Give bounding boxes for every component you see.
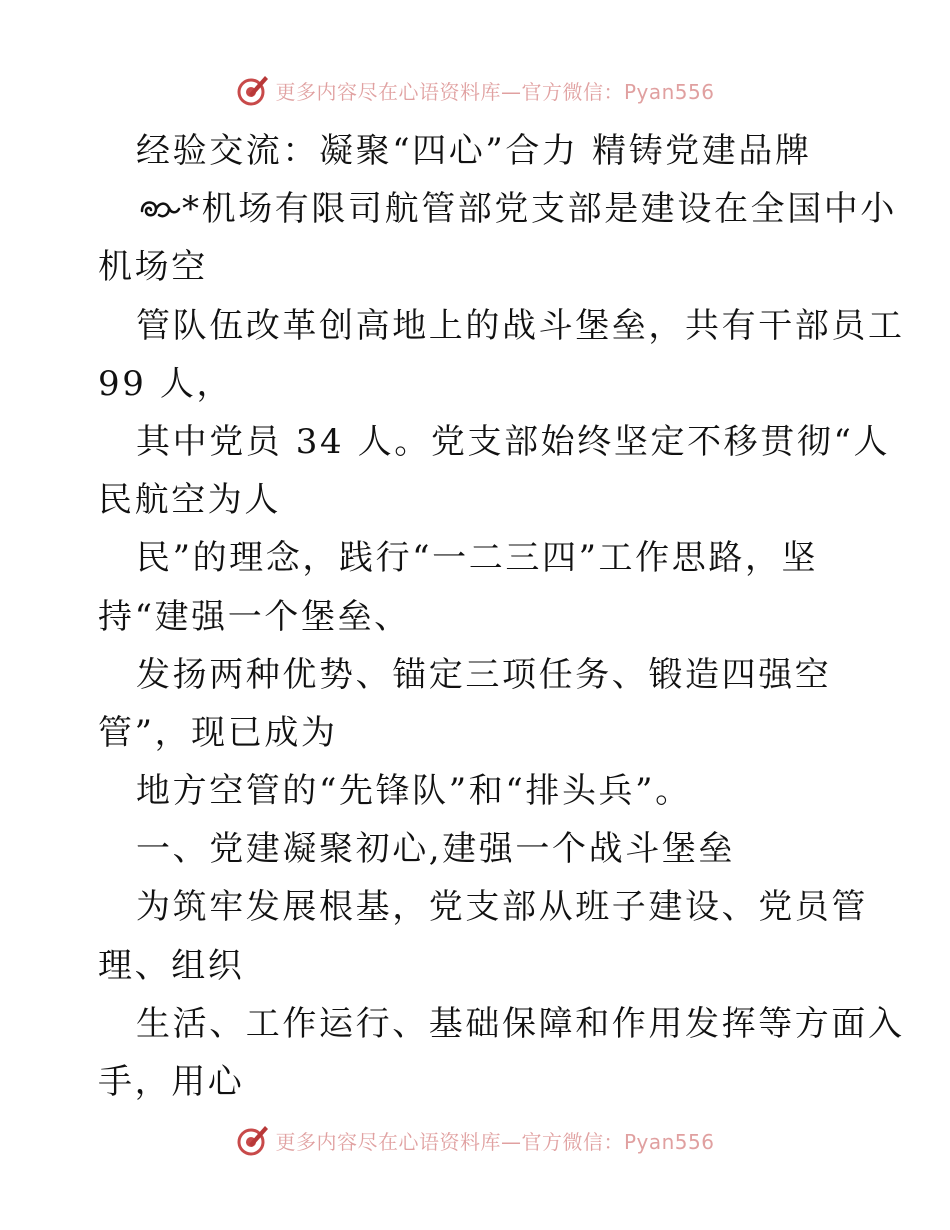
- watermark-text: 更多内容尽在心语资料库—官方微信：Pyan556: [275, 79, 715, 104]
- watermark-banner-top: [0, 70, 950, 110]
- text-line: 其中党员 34 人。党支部始终坚定不移贯彻“人: [136, 421, 891, 462]
- text-line: 为筑牢发展根基，党支部从班子建设、党员管: [136, 887, 868, 928]
- text-line: 理、组织: [98, 945, 245, 986]
- text-line: 管队伍改革创高地上的战斗堡垒，共有干部员工: [136, 305, 905, 346]
- watermark-text: 更多内容尽在心语资料库—官方微信：Pyan556: [275, 1129, 715, 1154]
- text-line: 管”，现已成为: [98, 712, 338, 753]
- text-line: [98, 180, 897, 238]
- text-line: 机场空: [98, 247, 208, 288]
- text-line: 手，用心: [98, 1062, 245, 1102]
- text-line: 99 人，: [98, 363, 234, 404]
- pen-logo-icon: [235, 72, 271, 108]
- watermark-banner-bottom: [0, 1120, 950, 1160]
- text-line: 发扬两种优势、锚定三项任务、锻造四强空: [136, 654, 832, 695]
- section-heading: 一、党建凝聚初心,建强一个战斗堡垒: [136, 829, 736, 870]
- text-line: 民”的理念，践行“一二三四”工作思路，坚: [136, 538, 819, 579]
- text-line-content: *机场有限司航管部党支部是建设在全国中小: [182, 189, 897, 230]
- ornament-icon: [136, 197, 182, 223]
- pen-logo-icon: [235, 1122, 271, 1158]
- document-title: 经验交流：凝聚“四心”合力 精铸党建品牌: [136, 131, 812, 171]
- text-line: 民航空为人: [98, 480, 281, 521]
- text-line: 生活、工作运行、基础保障和作用发挥等方面入: [136, 1003, 905, 1044]
- text-line: 地方空管的“先锋队”和“排头兵”。: [136, 771, 692, 812]
- text-line: 持“建强一个堡垒、: [98, 596, 411, 637]
- document-body: [98, 122, 905, 1111]
